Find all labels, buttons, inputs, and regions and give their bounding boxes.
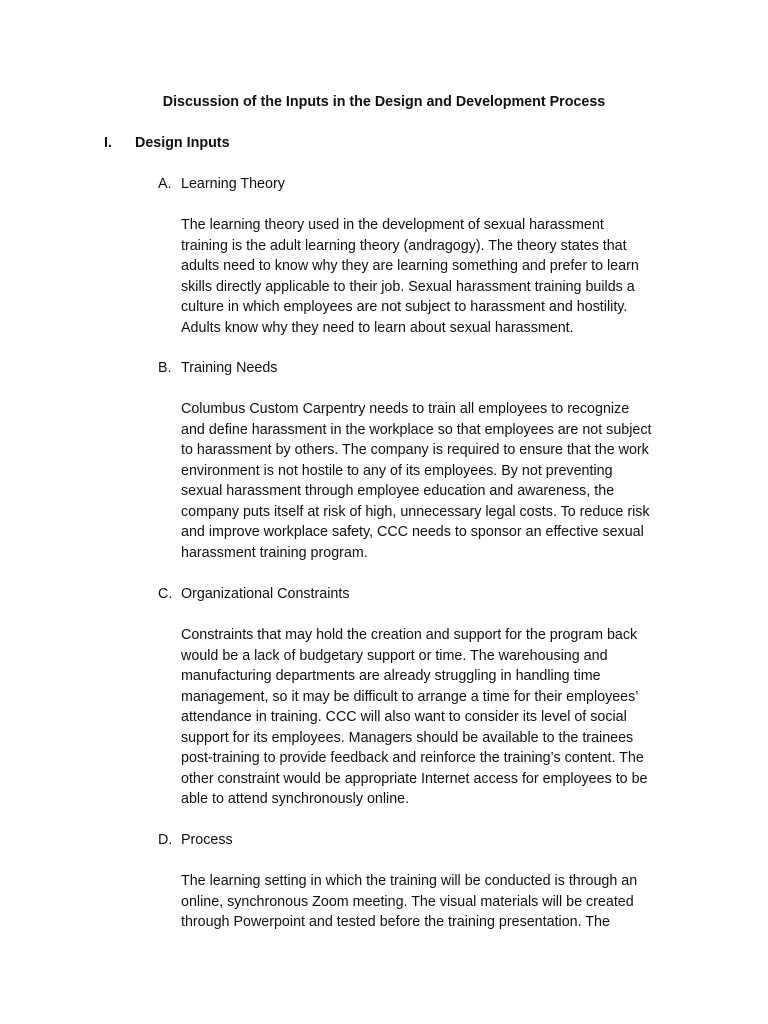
subsection-letter: D. xyxy=(158,832,173,848)
paragraph-line: support for its employees. Managers should be available to the trainees xyxy=(181,729,634,746)
paragraph-line: online, synchronous Zoom meeting. The visual materials will be created xyxy=(181,893,634,910)
paragraph-training-needs xyxy=(181,399,681,563)
paragraph-line: The learning setting in which the training will be conducted is through an xyxy=(181,873,638,889)
subsection-title: Training Needs xyxy=(181,360,278,376)
paragraph-line: sexual harassment through employee education and awareness, the xyxy=(181,483,615,499)
paragraph-line: skills directly applicable to their job. Sexual harassment training builds a xyxy=(181,278,635,295)
subsection-heading-training-needs xyxy=(158,358,277,378)
subsection-title: Process xyxy=(181,832,233,848)
paragraph-line: management, so it may be difficult to arrange a time for their employees’ xyxy=(181,688,639,705)
paragraph-line: manufacturing departments are already struggling in handling time xyxy=(181,668,601,684)
subsection-letter: A. xyxy=(158,176,172,192)
paragraph-line: able to attend synchronously online. xyxy=(181,791,410,807)
paragraph-line: through Powerpoint and tested before the training presentation. The xyxy=(181,914,610,930)
section-title: Design Inputs xyxy=(135,135,230,151)
subsection-heading-organizational-constraints xyxy=(158,584,349,604)
subsection-title: Organizational Constraints xyxy=(181,586,350,602)
paragraph-line: would be a lack of budgetary support or time. The warehousing and xyxy=(181,647,608,664)
paragraph-line: culture in which employees are not subject to harassment and hostility. xyxy=(181,299,628,315)
subsection-letter: C. xyxy=(158,586,173,602)
paragraph-line: other constraint would be appropriate Internet access for employees to be xyxy=(181,770,648,787)
paragraph-line: and improve workplace safety, CCC needs to sponsor an effective sexual xyxy=(181,524,644,540)
paragraph-line: Columbus Custom Carpentry needs to train all employees to recognize xyxy=(181,401,630,417)
paragraph-line: to harassment by others. The company is required to ensure that the work xyxy=(181,442,649,458)
paragraph-line: environment is not hostile to any of its employees. By not preventing xyxy=(181,462,613,479)
paragraph-line: harassment training program. xyxy=(181,544,368,561)
paragraph-line: post-training to provide feedback and reinforce the training’s content. The xyxy=(181,750,644,766)
paragraph-line: adults need to know why they are learning something and prefer to learn xyxy=(181,258,639,274)
paragraph-line: training is the adult learning theory (andragogy). The theory states that xyxy=(181,237,627,254)
subsection-title: Learning Theory xyxy=(181,176,285,192)
section-heading xyxy=(104,133,230,153)
subsection-letter: B. xyxy=(158,360,172,376)
paragraph-line: The learning theory used in the development of sexual harassment xyxy=(181,217,604,233)
paragraph-learning-theory xyxy=(181,215,681,338)
paragraph-line: company puts itself at risk of high, unnecessary legal costs. To reduce risk xyxy=(181,503,650,520)
paragraph-line: and define harassment in the workplace so that employees are not subject xyxy=(181,421,652,438)
section-number: I. xyxy=(104,135,112,151)
paragraph-process xyxy=(181,871,681,933)
paragraph-organizational-constraints xyxy=(181,625,681,810)
paragraph-line: attendance in training. CCC will also want to consider its level of social xyxy=(181,709,627,725)
subsection-heading-process xyxy=(158,830,233,850)
paragraph-line: Adults know why they need to learn about sexual harassment. xyxy=(181,319,574,336)
subsection-heading-learning-theory xyxy=(158,174,285,194)
paragraph-line: Constraints that may hold the creation and support for the program back xyxy=(181,627,638,643)
document-title: Discussion of the Inputs in the Design and Development Process xyxy=(162,94,606,110)
